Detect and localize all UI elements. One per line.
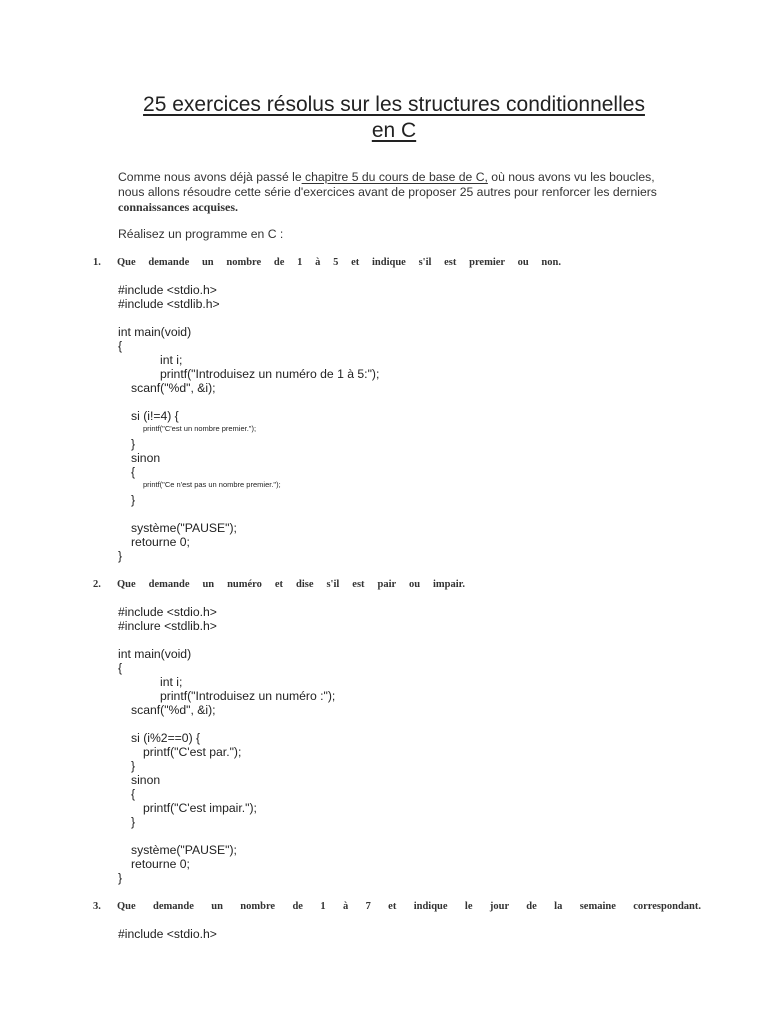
code-line: scanf("%d", &i);	[131, 381, 216, 395]
code-line: }	[131, 759, 136, 773]
exercise-2-heading	[93, 578, 701, 591]
code-line: retourne 0;	[131, 535, 190, 549]
code-line: sinon	[131, 451, 161, 465]
code-line: printf("C'est impair.");	[143, 801, 257, 815]
code-line: }	[131, 493, 136, 507]
code-line: système("PAUSE");	[131, 843, 237, 857]
code-line: int main(void)	[118, 647, 192, 661]
code-line: #include <stdlib.h>	[118, 297, 220, 311]
code-line: }	[118, 549, 123, 563]
instruction-text: Réalisez un programme en C :	[118, 227, 284, 241]
page-title	[0, 92, 768, 144]
code-line: int main(void)	[118, 325, 192, 339]
code-line: #inclure <stdlib.h>	[118, 619, 217, 633]
exercise-1-heading	[93, 256, 701, 269]
code-line: #include <stdio.h>	[118, 605, 217, 619]
code-line: sinon	[131, 773, 161, 787]
code-line: #include <stdio.h>	[118, 283, 217, 297]
code-line: int i;	[160, 353, 183, 367]
code-line: {	[131, 787, 136, 801]
chapter-link[interactable]: chapitre 5 du cours de base de C,	[301, 170, 488, 184]
code-line: }	[131, 815, 136, 829]
exercise-text: Que demande un numéro et dise s'il est pair ou impair.	[117, 579, 465, 590]
code-line: système("PAUSE");	[131, 521, 237, 535]
exercise-text: Que demande un nombre de 1 à 7 et indique le jour de la semaine correspondant.	[117, 901, 701, 912]
intro-bold-end: connaissances acquises.	[118, 200, 239, 214]
exercise-number: 1.	[93, 257, 101, 268]
code-line: }	[118, 871, 123, 885]
code-line: printf("C'est par.");	[143, 745, 242, 759]
code-line: printf("Introduisez un numéro de 1 à 5:");	[160, 367, 380, 381]
code-line: #include <stdio.h>	[118, 927, 217, 941]
code-line: si (i%2==0) {	[131, 731, 201, 745]
code-line: {	[118, 661, 123, 675]
code-line: }	[131, 437, 136, 451]
exercise-number: 3.	[93, 901, 101, 912]
exercise-text: Que demande un nombre de 1 à 5 et indique s'il est premier ou non.	[117, 257, 561, 268]
intro-text-after: où nous avons vu les boucles, nous allons résoudre cette série d'exercices avant de proposer 25 autres pour renforcer les derniers	[118, 170, 657, 199]
code-line: printf("Introduisez un numéro :");	[160, 689, 336, 703]
title-line-2: en C	[371, 119, 417, 142]
exercise-number: 2.	[93, 579, 101, 590]
code-line: int i;	[160, 675, 183, 689]
code-line: {	[118, 339, 123, 353]
intro-text-before: Comme nous avons déjà passé le	[118, 170, 302, 184]
code-line: retourne 0;	[131, 857, 190, 871]
code-line: scanf("%d", &i);	[131, 703, 216, 717]
code-line: {	[131, 465, 136, 479]
intro-paragraph	[118, 170, 678, 215]
exercise-3-heading	[93, 900, 701, 913]
code-line: si (i!=4) {	[131, 409, 179, 423]
code-line: printf("C'est un nombre premier.");	[143, 424, 257, 433]
title-line-1: 25 exercices résolus sur les structures conditionnelles	[143, 93, 645, 116]
code-line: printf("Ce n'est pas un nombre premier.");	[143, 480, 281, 489]
